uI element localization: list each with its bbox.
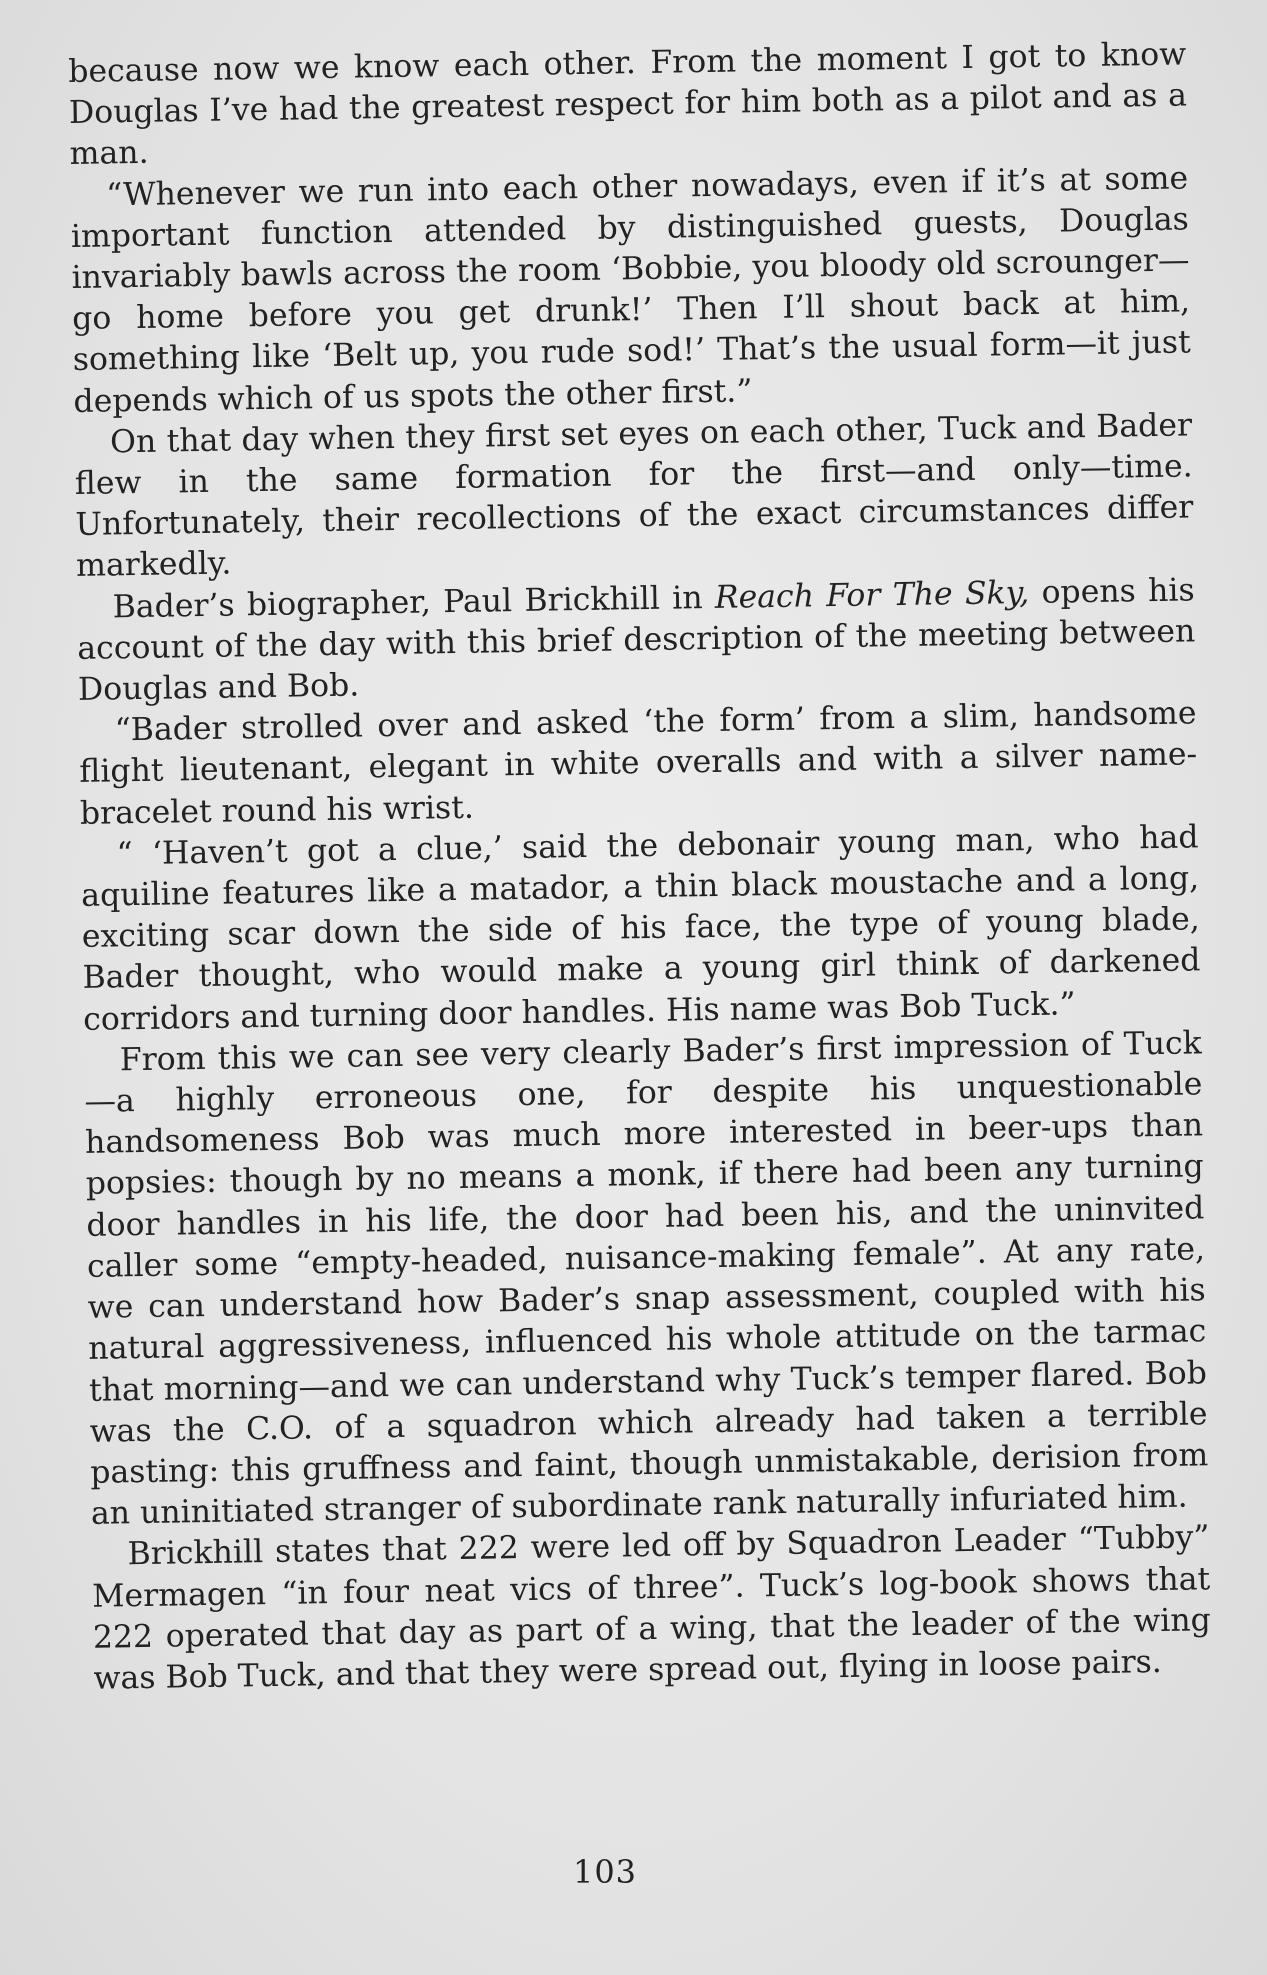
paragraph-5: “Bader strolled over and asked ‘the form’ from a slim, handsome flight lieutenant, elegant in white overalls and with a silver name-bracelet round his wrist.: [79, 695, 1198, 832]
page-number: 103: [572, 1853, 638, 1891]
paragraph-8: Brickhill states that 222 were led off by Squadron Leader “Tubby” Mermagen “in four neat vics of three”. Tuck’s log-book shows that 222 operated that day as part of a wing, that the leader of the wing was Bob Tuck, and that they were spread out, flying in loose pairs.: [91, 1519, 1212, 1697]
book-title: Reach For The Sky,: [714, 574, 1030, 616]
paragraph-7: From this we can see very clearly Bader’s first impression of Tuck—a highly erroneous one, for despite his unquestionable handsomeness Bob was much more interested in beer-ups than popsies: though by no means a monk, if there had been any turning door handles in his life, the door had been his, and the uninvited caller some “empty-headed, nuisance-making female”. At any rate, we can understand how Bader’s snap assessment, coupled with his natural aggressiveness, influenced his whole attitude on the tarmac that morning—and we can understand why Tuck’s temper flared. Bob was the C.O. of a squadron which already had taken a terrible pasting: this gruffness and faint, though unmistakable, derision from an uninitiated stranger of subordinate rank naturally infuriated him.: [84, 1025, 1209, 1532]
paragraph-2: “Whenever we run into each other nowadays, even if it’s at some important function attended by distinguished guests, Douglas invariably bawls across the room ‘Bobbie, you bloody old scrounger—go home before you get drunk!’ Then I’ll shout back at him, something like ‘Belt up, you rude sod!’ That’s the usual form—it just depends which of us spots the other first.”: [70, 160, 1191, 420]
body-text: [68, 34, 1212, 1699]
paragraph-6: “ ‘Haven’t got a clue,’ said the debonair young man, who had aquiline features like a matador, a thin black moustache and a long, exciting scar down the side of his face, the type of young blade, Bader thought, who would make a young girl think of darkened corridors and turning door handles. His name was Bob Tuck.”: [80, 819, 1201, 1038]
paragraph-3: On that day when they first set eyes on each other, Tuck and Bader flew in the same formation for the first—and only—time. Unfortunately, their recollections of the exact circumstances differ markedly.: [74, 407, 1194, 585]
paragraph-4-after: opens his account of the day with this brief description of the meeting between Douglas and Bob.: [77, 572, 1196, 708]
paragraph-4-before: Bader’s biographer, Paul Brickhill in: [112, 579, 716, 626]
paragraph-4: [76, 570, 1196, 711]
paragraph-1: because now we know each other. From the moment I got to know Douglas I’ve had the greatest respect for him both as a pilot and as a man.: [68, 36, 1188, 173]
